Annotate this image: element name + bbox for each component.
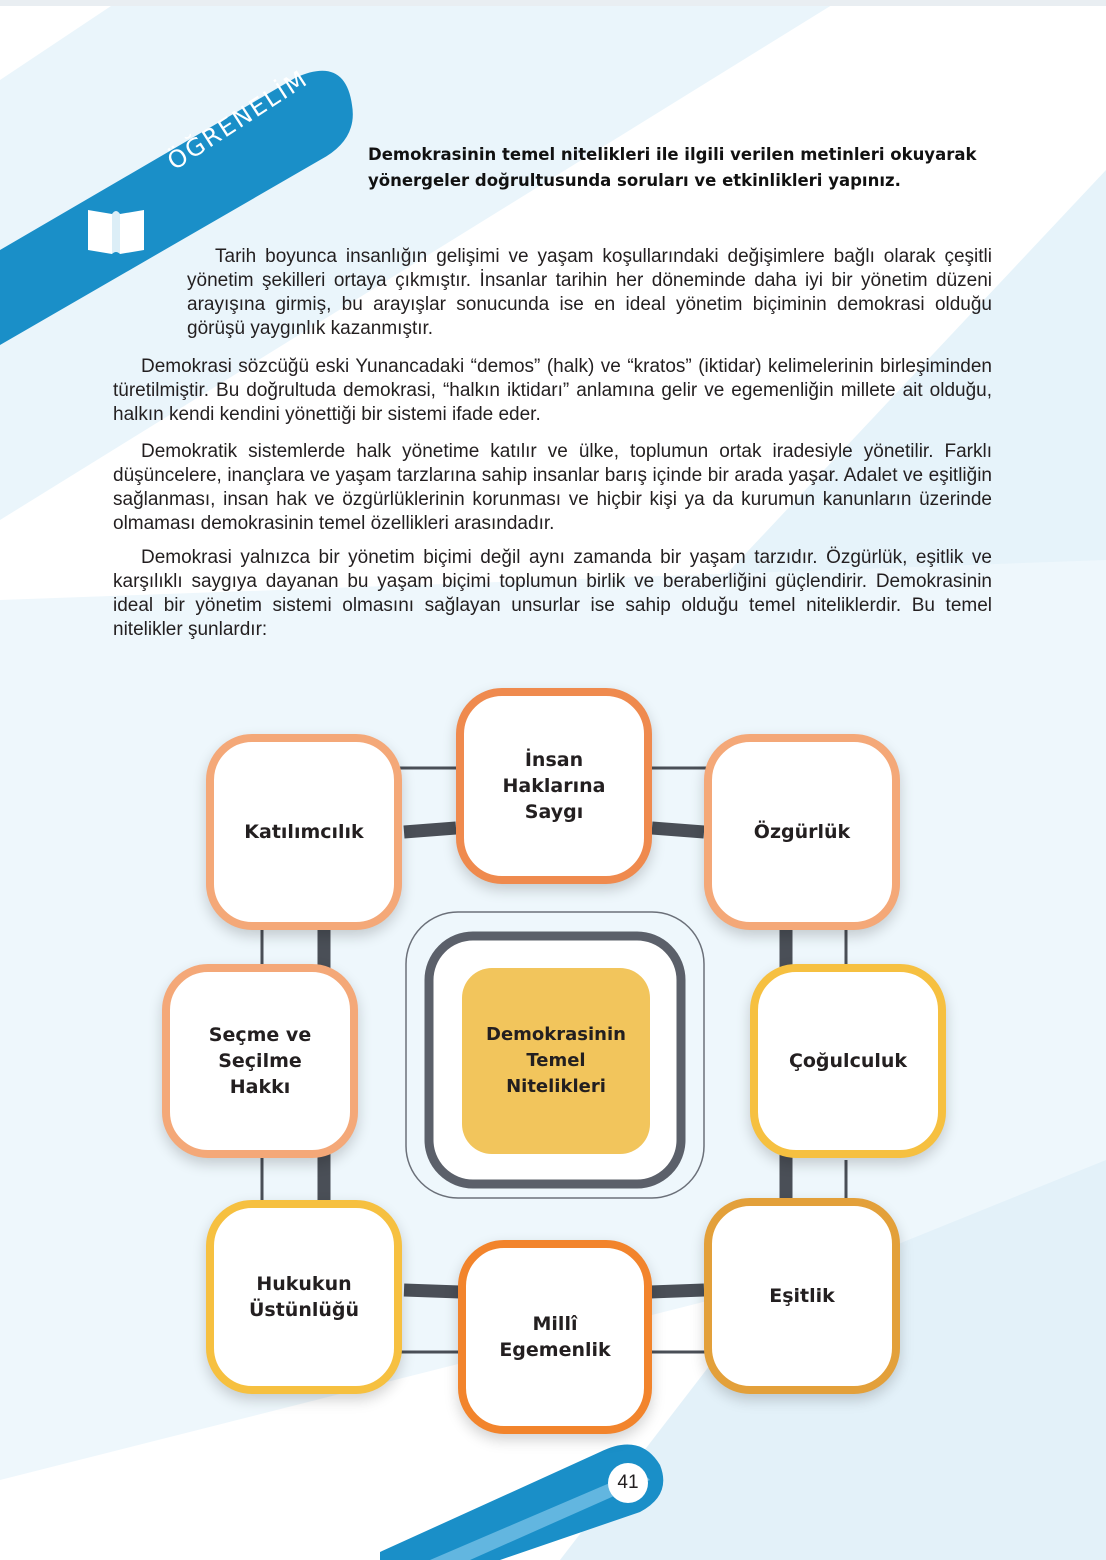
node-insan-haklari	[456, 688, 652, 884]
node-ozgurluk-label: Özgürlük	[753, 821, 851, 843]
node-milli-egemenlik	[458, 1240, 652, 1434]
node-cogulculuk-label: Çoğulculuk	[788, 1050, 908, 1072]
paragraph-2: Demokrasi sözcüğü eski Yunancadaki “demos” (halk) ve “kratos” (iktidar) kelimelerinin birleşiminden türetilmiştir. Bu doğrultuda demokrasi, “halkın iktidarı” anlamına gelir ve egemenliğin millete ait olduğu, halkın kendi kendini yönettiği bir sistemi ifade eder.	[113, 356, 992, 425]
node-esitlik	[704, 1198, 900, 1394]
section-label: ÖĞRENELİM	[162, 64, 314, 176]
center-node-label: Demokrasinin Temel Nitelikleri	[486, 1024, 626, 1097]
node-katilimcilik	[206, 734, 402, 930]
node-ozgurluk	[704, 734, 900, 930]
instruction-text: Demokrasinin temel nitelikleri ile ilgili verilen metinleri okuyarak yönergeler doğrultusunda soruları ve etkinlikleri yapınız.	[368, 145, 977, 190]
center-node	[462, 968, 650, 1154]
node-secme-secilme	[162, 964, 358, 1158]
page-number: 41	[608, 1463, 648, 1503]
node-hukukun-ustunlugu	[206, 1200, 402, 1394]
node-esitlik-label: Eşitlik	[769, 1285, 835, 1307]
node-cogulculuk	[750, 964, 946, 1158]
node-katilimcilik-label: Katılımcılık	[244, 821, 364, 843]
paragraph-1: Tarih boyunca insanlığın gelişimi ve yaşam koşullarındaki değişimlere bağlı olarak çeşitli yönetim şekilleri ortaya çıkmıştır. İnsanlar tarihin her döneminde daha iyi bir yönetim düzeni arayışına girmiş, bu arayışlar sonucunda ise en ideal yönetim biçiminin demokrasi olduğu görüşü yaygınlık kazanmıştır.	[187, 246, 992, 339]
node-insan-haklari-label: İnsan Haklarına Saygı	[502, 749, 606, 823]
paragraph-3: Demokratik sistemlerde halk yönetime katılır ve ülke, toplumun ortak iradesiyle yönetilir. Farklı düşüncelere, inançlara ve yaşam tarzlarına sahip insanlar barış içinde bir arada yaşar. Adalet ve eşitliğin sağlanması, insan hak ve özgürlüklerinin korunması ve hiçbir kişi ya da kurumun kanunların üzerinde olmaması demokrasinin temel özellikleri arasındadır.	[113, 441, 992, 534]
node-secme-secilme-label: Seçme ve Seçilme Hakkı	[208, 1024, 312, 1098]
node-hukukun-ustunlugu-label: Hukukun Üstünlüğü	[248, 1273, 360, 1321]
paragraph-4: Demokrasi yalnızca bir yönetim biçimi değil aynı zamanda bir yaşam tarzıdır. Özgürlük, eşitlik ve karşılıklı saygıya dayanan bu yaşam biçimi toplumun birlik ve beraberliğini güçlendirir. Demokrasinin ideal bir yönetim sistemi olmasını sağlayan unsurlar ise sahip olduğu temel niteliklerdir. Bu temel nitelikler şunlardır:	[113, 547, 992, 640]
node-milli-egemenlik-label: Millî Egemenlik	[499, 1313, 611, 1361]
